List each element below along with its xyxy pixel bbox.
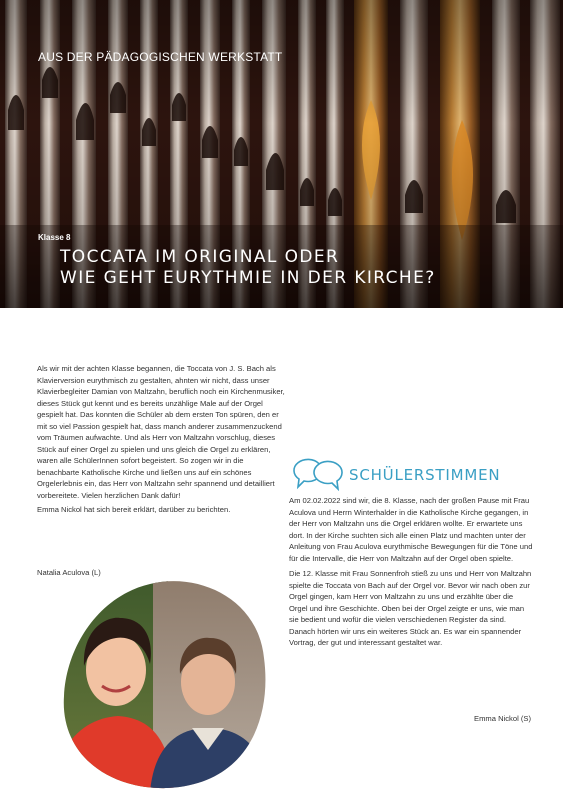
report-paragraph: Die 12. Klasse mit Frau Sonnenfroh stieß zu uns und Herr von Maltzahn spielte die Toccata von Bach auf der Orgel vor. Bevor wir nach oben zur Orgel gingen, kam Herr von Maltzahn zu uns und erzählte über die Orgel und ihre Geschichte. Oben bei der Orgel zeigte er uns, wie man sie bedient und wofür die vielen verschiedenen Register da sind. Danach hörten wir uns ein weiteres Stück an. Es war ein spannender Vortrag, der gut und interessant gestaltet war. xyxy=(289,569,532,647)
intro-paragraph: Als wir mit der achten Klasse begannen, die Toccata von J. S. Bach als Klavierversion eurythmisch zu gestalten, ahnten wir nicht, dass unser Klavierbegleiter Damian von Maltzahn, beruflich noch ein Kirchenmusiker, dieses Stück gut kennt und es bereits unzählige Male auf der Orgel gespielt hat. Das konnten die Schüler ab dem ersten Ton spüren, den er mit so viel Passion gespielt hat, dass manch anderer zusammenzuckend vom Träumen aufwachte. Und als Herr von Maltzahn vorschlug, dieses Stück auf einer Orgel zu spielen und uns gleich die Orgel zu erklären, waren alle SchülerInnen sofort begeistert. So zogen wir in die benachbarte Katholische Kirche und ließen uns auf ein schönes Orgelerlebnis ein, das Herr von Maltzahn sehr spannend und detailliert vorbereitete. Vielen herzlichen Dank dafür! xyxy=(37,364,285,500)
report-paragraph: Am 02.02.2022 sind wir, die 8. Klasse, nach der großen Pause mit Frau Aculova und Herrn Winterhalder in die Katholische Kirche gegangen, in der Herr von Maltzahn uns die Orgel erklären wollte. Er erwartete uns dort. In der Kirche suchten sich alle einen Platz und machten unter der Anleitung von Frau Aculova eurythmische Bewegungen für die Töne und für die Intervalle, die Herr von Maltzahn auf der Orgel oben spielte. xyxy=(289,496,533,563)
portrait-photo xyxy=(58,578,272,792)
article-title-line: TOCCATA IM ORIGINAL ODER xyxy=(60,247,340,267)
student-report xyxy=(289,495,533,653)
intro-text xyxy=(37,363,287,519)
grade-label: Klasse 8 xyxy=(38,233,71,242)
author-signature: Emma Nickol (S) xyxy=(474,714,531,723)
hero-banner xyxy=(0,0,563,308)
section-label: AUS DER PÄDAGOGISCHEN WERKSTATT xyxy=(38,50,283,64)
intro-paragraph: Emma Nickol hat sich bereit erklärt, darüber zu berichten. xyxy=(37,505,231,514)
article-title-line: WIE GEHT EURYTHMIE IN DER KIRCHE? xyxy=(60,268,436,288)
photo-caption: Natalia Aculova (L) xyxy=(37,568,101,577)
voices-heading: SCHÜLERSTIMMEN xyxy=(349,466,501,484)
article-title xyxy=(60,247,436,289)
